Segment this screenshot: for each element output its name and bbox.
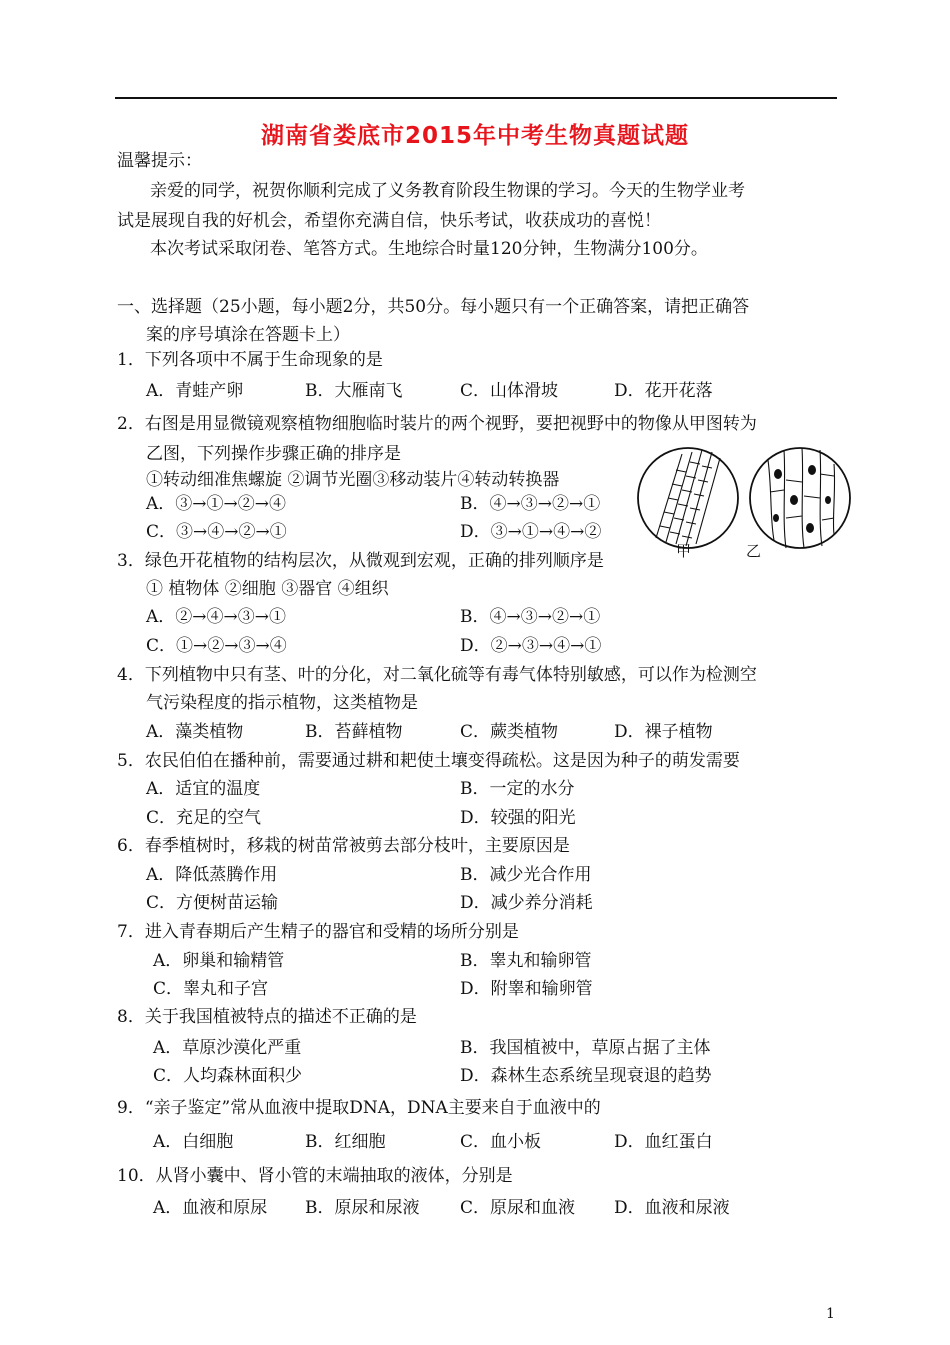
notice-paragraph-1a: 亲爱的同学，祝贺你顺利完成了义务教育阶段生物课的学习。今天的生物学业考 [150,181,745,201]
question-3-stem: 3．绿色开花植物的结构层次，从微观到宏观，正确的排列顺序是 [117,551,604,571]
q3-option-c: C．①→②→③→④ [146,636,287,656]
section-heading: 一、选择题（25小题，每小题2分，共50分。每小题只有一个正确答案，请把正确答 [117,297,750,317]
header-rule [115,97,837,99]
question-8-stem: 8．关于我国植被特点的描述不正确的是 [117,1007,417,1027]
q9-option-b: B．红细胞 [305,1132,386,1152]
q5-option-a: A．适宜的温度 [146,779,261,799]
q4-option-a: A．藻类植物 [146,722,244,742]
view-right-circle [750,448,850,548]
q6-option-b: B．减少光合作用 [460,865,592,885]
figure-label-yi: 乙 [746,542,762,560]
q8-option-b: B．我国植被中，草原占据了主体 [460,1038,711,1058]
question-6-stem: 6．春季植树时，移栽的树苗常被剪去部分枝叶，主要原因是 [117,836,570,856]
section-heading-cont: 案的序号填涂在答题卡上） [146,325,350,345]
q8-option-d: D．森林生态系统呈现衰退的趋势 [460,1066,712,1086]
q4-option-c: C．蕨类植物 [460,722,559,742]
q6-option-a: A．降低蒸腾作用 [146,865,278,885]
question-2-stem: 2．右图是用显微镜观察植物细胞临时装片的两个视野，要把视野中的物像从甲图转为 [117,414,757,434]
notice-heading: 温馨提示： [117,151,202,171]
q6-option-d: D．减少养分消耗 [460,893,593,913]
microscope-figure [636,440,856,560]
question-4-stem: 4．下列植物中只有茎、叶的分化，对二氧化硫等有毒气体特别敏感，可以作为检测空 [117,665,757,685]
q10-option-d: D．血液和尿液 [614,1198,730,1218]
q3-option-a: A．②→④→③→① [146,607,287,627]
q10-option-b: B．原尿和尿液 [305,1198,420,1218]
q7-option-a: A．卵巢和输精管 [153,951,285,971]
q6-option-c: C．方便树苗运输 [146,893,279,913]
q5-option-d: D．较强的阳光 [460,808,576,828]
q4-option-d: D．裸子植物 [614,722,713,742]
q8-option-c: C．人均森林面积少 [153,1066,303,1086]
view-left-circle [638,448,738,548]
q10-option-a: A．血液和原尿 [153,1198,268,1218]
q5-option-c: C．充足的空气 [146,808,262,828]
q10-option-c: C．原尿和血液 [460,1198,576,1218]
q2-option-d: D．③→①→④→② [460,522,602,542]
q1-option-c: C．山体滑坡 [460,381,559,401]
question-2-steps: ①转动细准焦螺旋 ②调节光圈③移动装片④转动转换器 [146,470,560,490]
question-1-stem: 1．下列各项中不属于生命现象的是 [117,350,383,370]
q7-option-c: C．睾丸和子宫 [153,979,269,999]
q1-option-b: B．大雁南飞 [305,381,403,401]
q7-option-b: B．睾丸和输卵管 [460,951,592,971]
question-2-stem-cont: 乙图，下列操作步骤正确的排序是 [146,444,401,464]
question-3-items: ① 植物体 ②细胞 ③器官 ④组织 [146,579,389,599]
q9-option-d: D．血红蛋白 [614,1132,713,1152]
q9-option-c: C．血小板 [460,1132,542,1152]
q3-option-d: D．②→③→④→① [460,636,602,656]
q9-option-a: A．白细胞 [153,1132,234,1152]
notice-paragraph-1b: 试是展现自我的好机会，希望你充满自信，快乐考试，收获成功的喜悦！ [117,211,661,231]
q4-option-b: B．苔藓植物 [305,722,403,742]
q2-option-a: A．③→①→②→④ [146,494,287,514]
q5-option-b: B．一定的水分 [460,779,575,799]
q7-option-d: D．附睾和输卵管 [460,979,593,999]
question-5-stem: 5．农民伯伯在播种前，需要通过耕和耙使土壤变得疏松。这是因为种子的萌发需要 [117,751,740,771]
q1-option-a: A．青蛙产卵 [146,381,244,401]
page-title: 湖南省娄底市2015年中考生物真题试题 [260,123,689,149]
page-number: 1 [826,1306,835,1322]
question-4-stem-cont: 气污染程度的指示植物，这类植物是 [146,693,418,713]
figure-label-jia: 甲 [676,542,692,560]
q2-option-b: B．④→③→②→① [460,494,601,514]
q3-option-b: B．④→③→②→① [460,607,601,627]
question-9-stem: 9．“亲子鉴定”常从血液中提取DNA，DNA主要来自于血液中的 [117,1098,601,1118]
question-10-stem: 10．从肾小囊中、肾小管的末端抽取的液体，分别是 [117,1166,513,1186]
q1-option-d: D．花开花落 [614,381,713,401]
question-7-stem: 7．进入青春期后产生精子的器官和受精的场所分别是 [117,922,519,942]
q8-option-a: A．草原沙漠化严重 [153,1038,302,1058]
notice-paragraph-2: 本次考试采取闭卷、笔答方式。生地综合时量120分钟，生物满分100分。 [150,239,708,259]
q2-option-c: C．③→④→②→① [146,522,287,542]
